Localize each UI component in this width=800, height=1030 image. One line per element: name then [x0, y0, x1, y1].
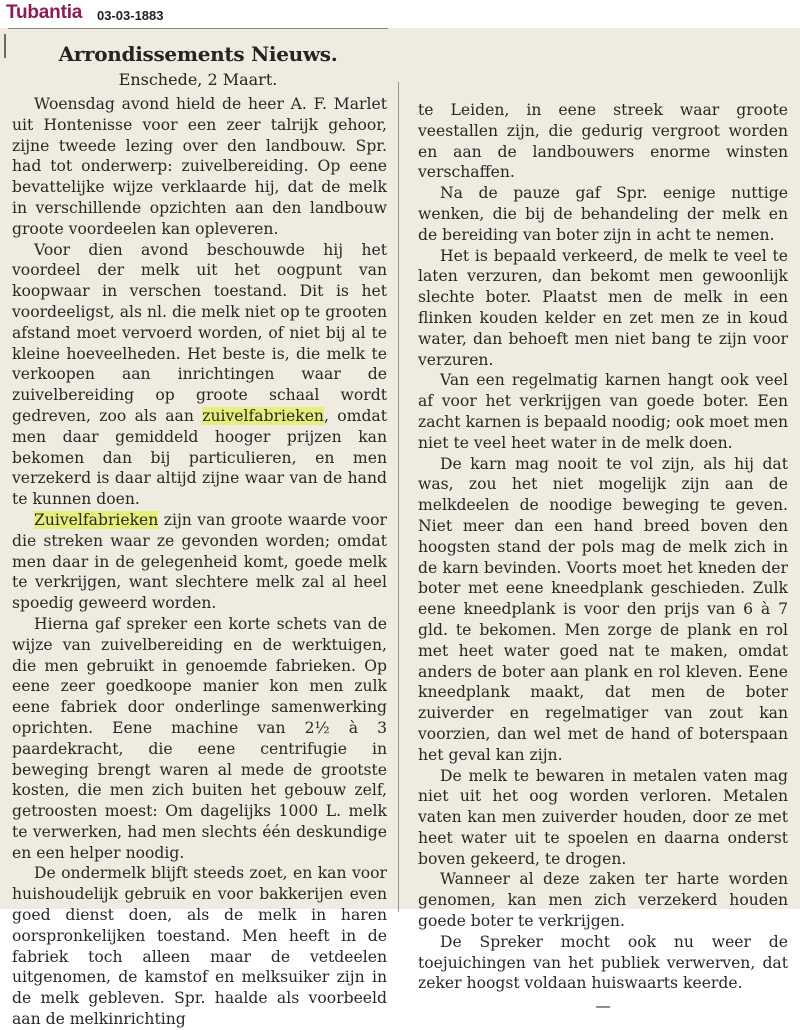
paragraph: Wanneer al deze zaken ter harte worden genomen, kan men zich verzekerd houden goede boter te verkrijgen. [418, 870, 788, 931]
paragraph: De melk te bewaren in metalen vaten mag niet uit het oog worden verloren. Metalen vaten kan men zuiverder houden, door ze met heet water uit te spoelen en daarna onderst boven gekeerd, te drogen. [418, 766, 788, 868]
paragraph: Het is bepaald verkeerd, de melk te veel te laten verzuren, dan bekomt men gewoonlijk slechte boter. Plaatst men de melk in een flinken kouden kelder en zet men ze in koud water, dan behoeft men niet bang te zijn voor verzuren. [418, 246, 788, 369]
end-mark: — [595, 997, 611, 1016]
newspaper-title: Tubantia [6, 2, 83, 23]
newspaper-clipping [0, 28, 800, 1029]
paragraph: Na de pauze gaf Spr. eenige nuttige wenken, die bij de behandeling der melk en de bereiding van boter zijn in acht te nemen. [418, 184, 788, 244]
paragraph: De Spreker mocht ook nu weer de toejuichingen van het publiek verwerven, dat zeker hoogst voldaan huiswaarts keerde. [418, 932, 788, 993]
paragraph: te Leiden, in eene streek waar groote veestallen zijn, die gedurig vergroot worden en aan de landbouwers enorme winsten verschaffen. [418, 101, 788, 182]
paragraph: De ondermelk blijft steeds zoet, en kan voor huishoudelijk gebruik en voor bakkerijen even goed dienst doen, als de melk in haren oorspronkelijken toestand. Men heeft in de fabriek toch alleen maar de vetdeelen uitgenomen, de kamstof en melksuiker zijn in de melk gebleven. Spr. haalde als voorbeeld aan de melkinrichting [12, 864, 387, 1029]
paragraph: Woensdag avond hield de heer A. F. Marlet uit Hontenisse voor een zeer talrijk gehoor, zijne tweede lezing over den landbouw. Spr. had tot onderwerp: zuivelbereiding. Op eene bevattelijke wijze verklaarde hij, dat de melk in verschillende opzichten aan den landbouw groote voordeelen kan opleveren. [12, 95, 387, 238]
left-column [12, 94, 387, 1030]
highlighted-term: Zuivelfabrieken [34, 510, 159, 529]
paragraph: Zuivelfabrieken zijn van groote waarde voor die streken waar ze gevonden worden; omdat men daar in de gelegenheid komt, goede melk te verkrijgen, want slechtere melk zal al heel spoedig geweerd worden. [12, 510, 387, 613]
paragraph: Van een regelmatig karnen hangt ook veel af voor het verkrijgen van goede boter. Een zacht karnen is bepaald noodig; ook moet men niet te veel heet water in de melk doen. [418, 371, 788, 452]
paragraph: Hierna gaf spreker een korte schets van de wijze van zuivelbereiding en de werktuigen, die men gebruikt in genoemde fabrieken. Op eene zeer goedkoope manier kon men zulk eene fabriek door onderlinge samenwerking oprichten. Eene machine van 2½ à 3 paardekracht, die eene centrifugie in beweging brengt waren al mede de grootste kosten, die men zich buiten het gebouw zelf, getroosten moest: Om dagelijks 1000 L. melk te verwerken, had men slechts één deskundige en een helper noodig. [12, 614, 387, 862]
paragraph: Voor dien avond beschouwde hij het voordeel der melk uit het oogpunt van koopwaar in verschen toestand. Dit is het voordeeligst, als nl. die melk niet op te grooten afstand moet vervoerd worden, of niet bij al te kleine hoeveelheden. Het beste is, die melk te verkoopen aan inrichtingen waar de zuivelbereiding op groote schaal wordt gedreven, zoo als aan zuivelfabrieken, omdat men daar gemiddeld hooger prijzen kan bekomen dan bij particulieren, en men verzekerd is daar altijd zijne waar van de hand te kunnen doen. [12, 240, 387, 509]
article-dateline: Enschede, 2 Maart. [118, 70, 278, 89]
right-column [418, 100, 788, 1017]
article-heading: Arrondissements Nieuws. [58, 42, 338, 66]
paragraph: De karn mag nooit te vol zijn, als hij dat was, zou het niet mogelijk zijn aan de melkdeelen de noodige beweging te geven. Niet meer dan een hand breed boven den hoogsten stand der pols mag de melk zich in de karn bevinden. Voorts moet het kneden der boter met eene kneedplank geschieden. Zulk eene kneedplank is voor den prijs van 6 à 7 gld. te bekomen. Men zorge de plank en rol met heet water goed nat te maken, omdat anders de boter aan plank en rol kleven. Eene kneedplank maakt, dat men de boter zuiverder en regelmatiger van zout kan voorzien, dan wel met de hand of boterspaan het geval kan zijn. [418, 454, 788, 764]
publication-date: 03-03-1883 [97, 8, 164, 23]
column-divider [398, 82, 399, 912]
left-rule [4, 34, 6, 58]
header-bar [0, 0, 800, 28]
highlighted-term: zuivelfabrieken [202, 406, 324, 425]
top-rule [8, 28, 388, 29]
